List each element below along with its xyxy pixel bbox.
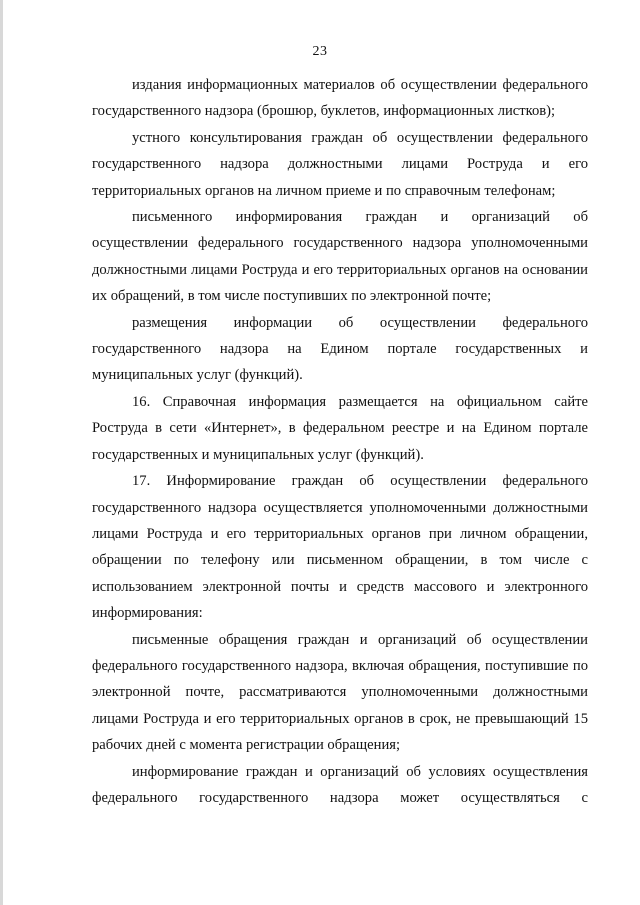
- paragraph-oral-consulting: устного консультирования граждан об осуществлении федерального государственного надзора должностными лицами Роструда и его территориальных органов на личном приеме и по справочным телефонам;: [92, 129, 588, 199]
- paragraph-16-reference-info: 16. Справочная информация размещается на официальном сайте Роструда в сети «Интернет», в федеральном реестре и на Едином портале государственных и муниципальных услуг (функций).: [92, 393, 588, 463]
- page-edge-shadow: [0, 0, 3, 905]
- paragraph-written-appeals: письменные обращения граждан и организаций об осуществлении федерального государственного надзора, включая обращения, поступившие по электронной почте, рассматриваются уполномоченными должностными лицами Роструда и его территориальных органов в срок, не превышающий 15 рабочих дней с момента регистрации обращения;: [92, 631, 588, 754]
- paragraph-written-informing: письменного информирования граждан и организаций об осуществлении федерального государственного надзора уполномоченными должностными лицами Роструда и его территориальных органов на основании их обращений, в том числе поступивших по электронной почте;: [92, 209, 588, 305]
- page-number: 23: [312, 44, 328, 59]
- paragraph-publishing-materials: издания информационных материалов об осуществлении федерального государственного надзора (брошюр, буклетов, информационных листков);: [92, 77, 588, 120]
- document-body: [92, 72, 588, 811]
- paragraph-informing-conditions: информирование граждан и организаций об условиях осуществления федерального государственного надзора может осуществляться с: [92, 763, 588, 806]
- paragraph-17-informing-citizens: 17. Информирование граждан об осуществлении федерального государственного надзора осуществляется уполномоченными должностными лицами Роструда и его территориальных органов при личном обращении, обращении по телефону или письменном обращении, в том числе с использованием электронной почты и средств массового и электронного информирования:: [92, 473, 588, 622]
- paragraph-portal-placement: размещения информации об осуществлении федерального государственного надзора на Едином портале государственных и муниципальных услуг (функций).: [92, 314, 588, 384]
